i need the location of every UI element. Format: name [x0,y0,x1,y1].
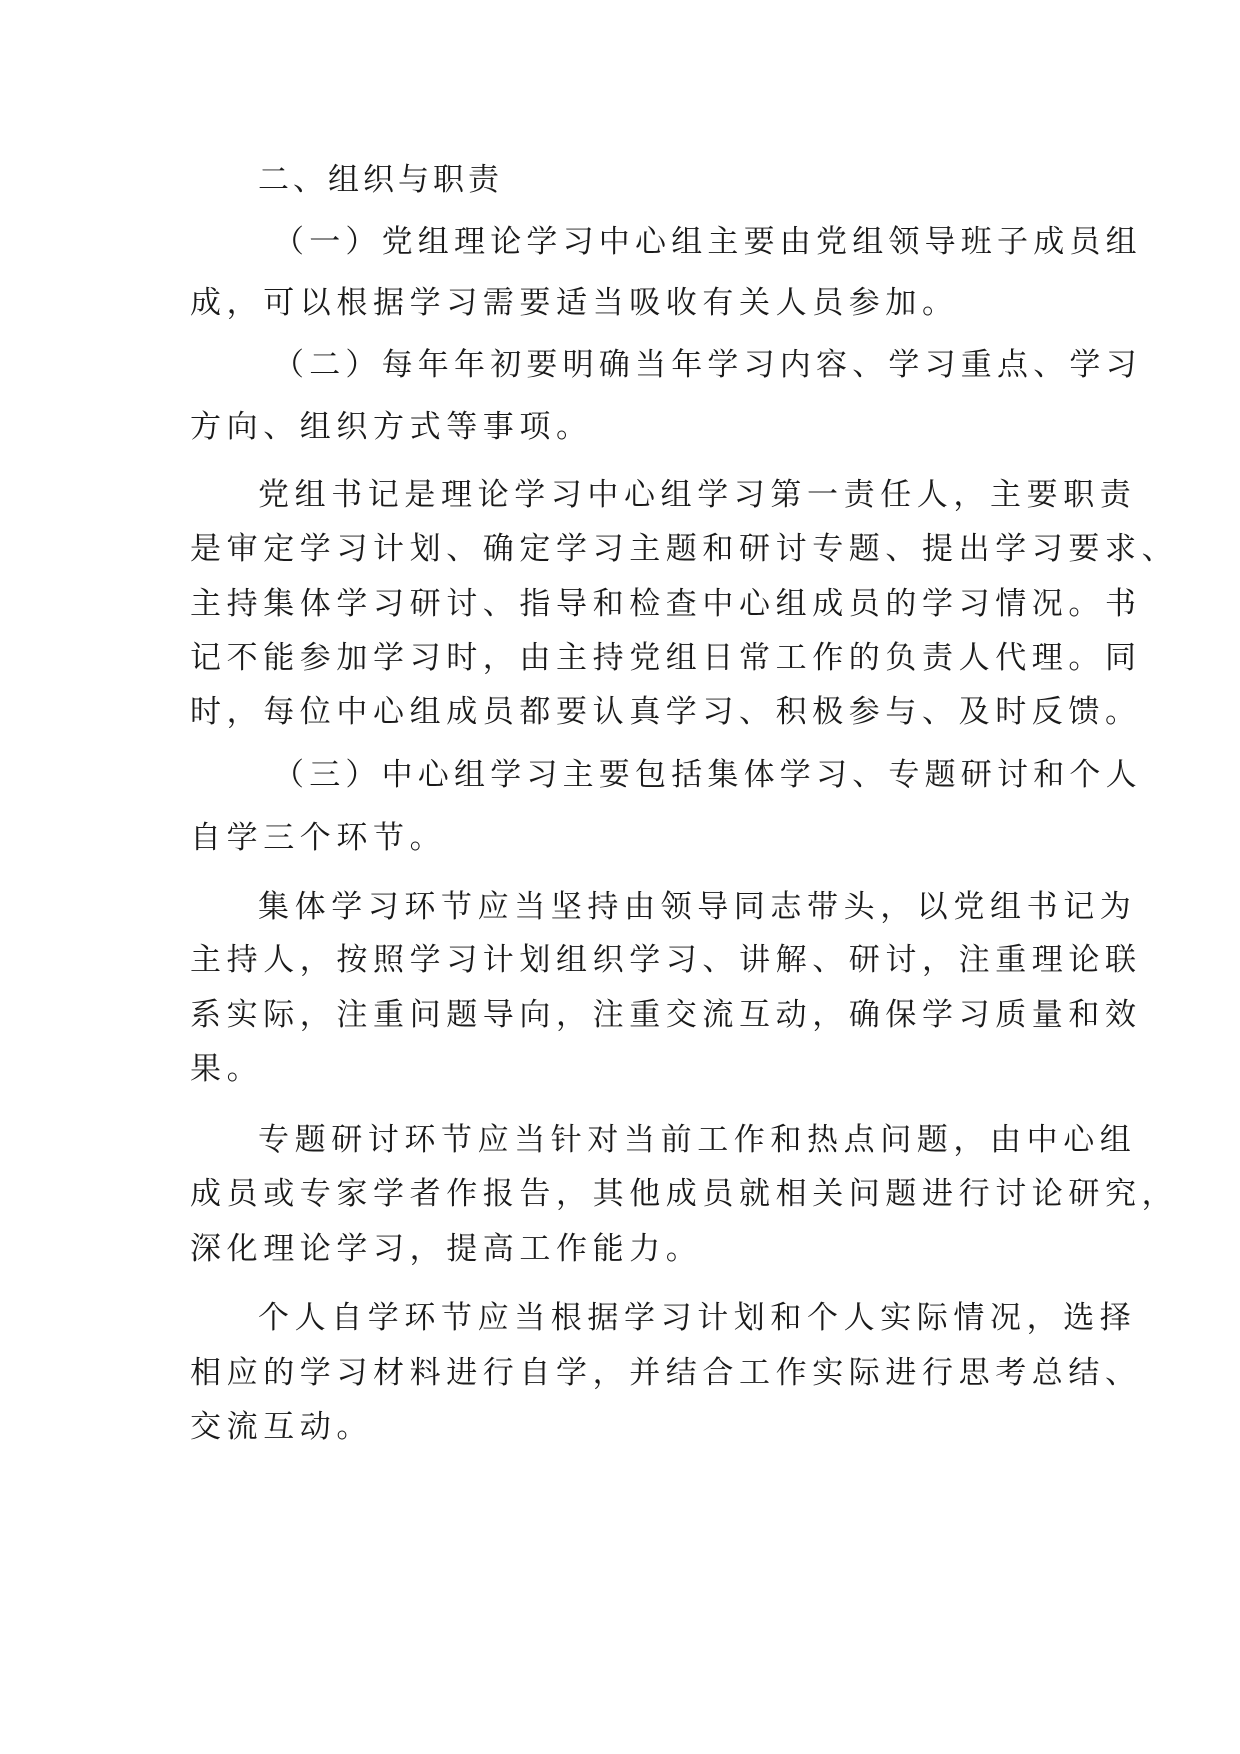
paragraph-3-line-1: 党组书记是理论学习中心组学习第一责任人，主要职责 [258,477,1137,513]
paragraph-3-line-2: 是审定学习计划、确定学习主题和研讨专题、提出学习要求、 [190,531,1179,567]
paragraph-6-line-3: 深化理论学习，提高工作能力。 [190,1231,703,1267]
paragraph-1-line-1: （一）党组理论学习中心组主要由党组领导班子成员组 [273,224,1142,260]
section-heading: 二、组织与职责 [258,162,503,198]
paragraph-5-line-1: 集体学习环节应当坚持由领导同志带头，以党组书记为 [258,889,1137,925]
paragraph-3-line-4: 记不能参加学习时，由主持党组日常工作的负责人代理。同 [190,640,1142,676]
paragraph-6-line-1: 专题研讨环节应当针对当前工作和热点问题，由中心组 [258,1122,1137,1158]
paragraph-7-line-2: 相应的学习材料进行自学，并结合工作实际进行思考总结、 [190,1355,1142,1391]
paragraph-5-line-4: 果。 [190,1051,264,1087]
paragraph-6-line-2: 成员或专家学者作报告，其他成员就相关问题进行讨论研究， [190,1176,1179,1212]
paragraph-2-line-2: 方向、组织方式等事项。 [190,409,593,445]
paragraph-3-line-5: 时，每位中心组成员都要认真学习、积极参与、及时反馈。 [190,694,1142,730]
paragraph-5-line-3: 系实际，注重问题导向，注重交流互动，确保学习质量和效 [190,997,1142,1033]
paragraph-3-line-3: 主持集体学习研讨、指导和检查中心组成员的学习情况。书 [190,586,1142,622]
paragraph-1-line-2: 成，可以根据学习需要适当吸收有关人员参加。 [190,285,959,321]
paragraph-4-line-1: （三）中心组学习主要包括集体学习、专题研讨和个人 [273,757,1142,793]
paragraph-2-line-1: （二）每年年初要明确当年学习内容、学习重点、学习 [273,347,1142,383]
paragraph-5-line-2: 主持人，按照学习计划组织学习、讲解、研讨，注重理论联 [190,942,1142,978]
paragraph-4-line-2: 自学三个环节。 [190,820,447,856]
paragraph-7-line-3: 交流互动。 [190,1409,373,1445]
paragraph-7-line-1: 个人自学环节应当根据学习计划和个人实际情况，选择 [258,1300,1137,1336]
